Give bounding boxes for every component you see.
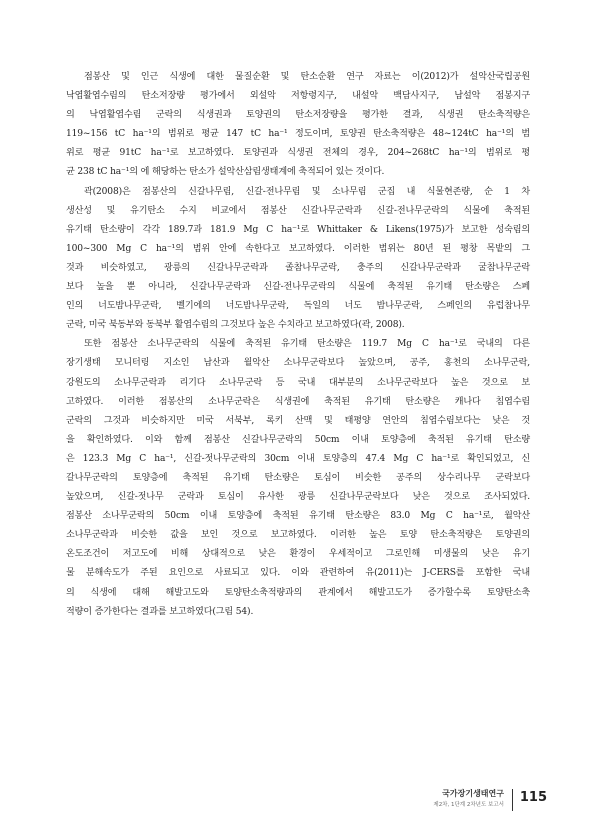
- document-body: [66, 68, 530, 622]
- text-line: 생산성 및 유기탄소 수지 비교에서 점봉산 신갈나무군락과 신갈-전나무군락의 식물에 축적된: [66, 205, 530, 216]
- paragraph-3: [66, 335, 530, 621]
- paragraph-2: [66, 183, 530, 336]
- text-line: 물 분해속도가 주된 요인으로 사료되고 있다. 이와 관련하여 유(2011)는 J-CERS를 포함한 국내: [66, 568, 530, 579]
- text-line: 또한 점봉산 소나무군락의 식물에 축적된 유기태 탄소량은 119.7 Mg C ha⁻¹로 국내의 다른: [84, 339, 530, 350]
- report-series-title: 국가장기생태연구: [442, 789, 504, 798]
- text-line: 균 238 tC ha⁻¹의 에 해당하는 탄소가 설악산삼림생태계에 축적되어 있는 것이다.: [66, 167, 385, 178]
- text-line: 강원도의 소나무군락과 리기다 소나무군락 등 국내 대부분의 소나무군락보다 높은 것으로 보: [66, 377, 530, 388]
- text-line: 위로 평균 91tC ha⁻¹로 보고하였다. 토양권과 식생권 전체의 경우, 204~268tC ha⁻¹의 범위로 평: [66, 148, 530, 159]
- text-line: 을 확인하였다. 이와 함께 점봉산 신갈나무군락의 50cm 이내 토양층에 축적된 유기태 탄소량: [66, 434, 530, 445]
- text-line: 의 식생에 대해 해발고도와 토양탄소축적량과의 관계에서 해발고도가 증가할수록 토양탄소축: [66, 587, 530, 598]
- report-subtitle: 제2차, 1단계 2차년도 보고서: [433, 802, 504, 808]
- text-line: 소나무군락과 비슷한 값을 보인 것으로 보고하였다. 이러한 높은 토양 탄소축적량은 토양권의: [66, 530, 530, 541]
- text-line: 온도조건이 저고도에 비해 상대적으로 낮은 환경이 우세적이고 그로인해 미생물의 낮은 유기: [66, 549, 530, 560]
- text-line: 유기태 탄소량이 각각 189.7과 181.9 Mg C ha⁻¹로 Whittaker & Likens(1975)가 보고한 성숙림의: [66, 224, 530, 235]
- page-footer: [420, 786, 550, 816]
- text-line: 적량이 증가한다는 결과를 보고하였다(그림 54).: [66, 606, 254, 617]
- text-line: 곽(2008)은 점봉산의 신갈나무림, 신갈-전나무림 및 소나무림 군집 내 식물현존량, 순 1 차: [84, 186, 530, 197]
- paragraph-1: [66, 68, 530, 183]
- text-line: 인의 너도밤나무군락, 벨기에의 너도밤나무군락, 독일의 너도 밤나무군락, 스페인의 유럽참나무: [66, 301, 530, 312]
- text-line: 장기생태 모니터링 지소인 남산과 월악산 소나무군락보다 높았으며, 공주, 홍천의 소나무군락,: [66, 358, 530, 369]
- page-number: 115: [519, 790, 547, 805]
- text-line: 낙엽활엽수림의 탄소저장량 평가에서 외설악 저항령지구, 내설악 백담사지구, 남설악 점봉지구: [66, 91, 530, 102]
- text-line: 의 낙엽활엽수림 군락의 식생권과 토양권의 탄소저장량을 평가한 결과, 식생권 탄소축적량은: [66, 110, 530, 121]
- text-line: 점봉산 및 인근 식생에 대한 물질순환 및 탄소순환 연구 자료는 이(2012)가 설악산국립공원: [84, 72, 530, 82]
- text-line: 은 123.3 Mg C ha⁻¹, 신갈-젓나무군락의 30cm 이내 토양층의 47.4 Mg C ha⁻¹로 확인되었고, 신: [66, 453, 530, 464]
- text-line: 100~300 Mg C ha⁻¹의 범위 안에 속한다고 보고하였다. 이러한 범위는 80년 된 평창 목밭의 그: [66, 243, 530, 254]
- text-line: 높았으며, 신갈-젓나무 군락과 토심이 유사한 광릉 신갈나무군락보다 낮은 것으로 조사되었다.: [66, 492, 530, 503]
- text-line: 군락, 미국 북동부와 동북부 활엽수림의 그것보다 높은 수치라고 보고하였다(곽, 2008).: [66, 320, 405, 331]
- text-line: 점봉산 소나무군락의 50cm 이내 토양층에 축적된 유기태 탄소량은 83.0 Mg C ha⁻¹로, 월악산: [66, 511, 530, 522]
- text-line: 고하였다. 이러한 점봉산의 소나무군락은 식생권에 축적된 유기태 탄소량은 캐나다 침엽수림: [66, 396, 530, 407]
- text-line: 119~156 tC ha⁻¹의 범위로 평균 147 tC ha⁻¹ 정도이며, 토양권 탄소축적량은 48~124tC ha⁻¹의 범: [66, 129, 530, 140]
- text-line: 군락의 그것과 비슷하지만 미국 서북부, 록키 산맥 및 태평양 연안의 침엽수림보다는 낮은 것: [66, 415, 530, 426]
- text-line: 것과 비슷하였고, 광릉의 신갈나무군락과 졸참나무군락, 충주의 신갈나무군락과 굴참나무군락: [66, 262, 530, 273]
- text-line: 보다 높을 뿐 아니라, 신갈나무군락과 신갈-전나무군락의 식물에 축적된 유기태 탄소량은 스페: [66, 282, 530, 293]
- text-line: 갈나무군락의 토양층에 축적된 유기태 탄소량은 토심이 비슷한 공주의 상수리나무 군락보다: [66, 472, 530, 483]
- footer-divider: [512, 789, 514, 811]
